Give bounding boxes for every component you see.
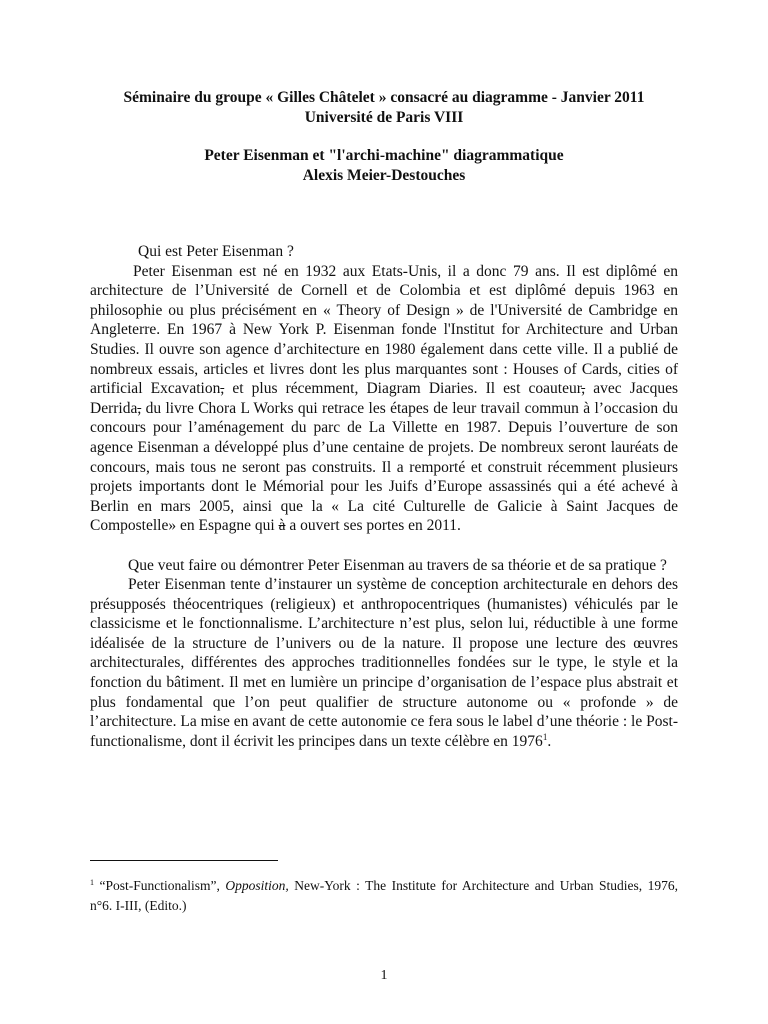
footnote-marker: 1 — [90, 878, 94, 887]
author-name: Alexis Meier-Destouches — [302, 166, 466, 184]
university-name: Université de Paris VIII — [304, 108, 464, 126]
footnote: $^1$ “Post-Functionalism”, Opposition, New-York : The Institute for Architecture and Urban Studies, 1976, n°6. I-III, (Edito.) — [90, 878, 678, 913]
page-number: 1 — [380, 968, 388, 983]
document-header — [80, 88, 688, 185]
paragraph-2: Peter Eisenman tente d’instaurer un système de conception architecturale en dehors des présupposés théocentriques (religieux) et anthropocentriques (humanistes) véhiculés par le classicisme et le fonctionnalisme. L’architecture n’est plus, selon lui, réductible à une forme idéalisée de la structure de l’univers ou de la nature. Il propose une lecture des œuvres architecturales, différentes des approches traditionnelles fondées sur le type, le style et la fonction du bâtiment. Il met en lumière un principe d’organisation de l’espace plus abstrait et plus fondamental que l’on peut qualifier de structure autonome ou « profonde » de l’architecture. La mise en avant de cette autonomie ce fera sous le label d’une théorie : le Post-functionalisme, dont il écrivit les principes dans un texte célèbre en 1976$^1$. — [90, 576, 678, 750]
paragraph-1: Peter Eisenman est né en 1932 aux Etats-Unis, il a donc 79 ans. Il est diplômé en architecture de l’Université de Cornell et de Colombia et est diplômé depuis 1963 en philosophie ou plus précisément en « Theory of Design » de l'Université de Cambridge en Angleterre. En 1967 à New York P. Eisenman fonde l'Institut for Architecture and Urban Studies. Il ouvre son agence d’architecture en 1980 également dans cette ville. Il a publié de nombreux essais, articles et livres dont les plus marquantes sont : Houses of Cards, cities of artificial Excavation, et plus récemment, Diagram Diaries. Il est coauteur, avec Jacques Derrida, du livre Chora L Works qui retrace les étapes de leur travail commun à l’occasion du concours pour l’aménagement du parc de La Villette en 1987. Depuis l’ouverture de son agence Eisenman a développé plus d’une centaine de projets. De nombreux seront lauréats de concours, mais tous ne seront pas construits. Il a remporté et construit récemment plusieurs projets importants dont le Mémorial pour les Juifs d’Europe assassinés qui a été achevé à Berlin en mars 2005, ainsi que la « La cité Culturelle de Galicie à Saint Jacques de Compostelle» en Espagne qui à a ouvert ses portes en 2011. — [90, 262, 678, 535]
body-text — [90, 242, 678, 751]
footnote-reference[interactable]: 1 — [542, 731, 548, 742]
footnote-divider — [90, 860, 278, 861]
paper-title: Peter Eisenman et "l'archi-machine" diagrammatique — [204, 147, 564, 164]
question-2: Que veut faire ou démontrer Peter Eisenman au travers de sa théorie et de sa pratique ? — [128, 556, 667, 574]
question-1: Qui est Peter Eisenman ? — [138, 243, 294, 260]
seminar-title: Séminaire du groupe « Gilles Châtelet » consacré au diagramme - Janvier 2011 — [123, 89, 645, 106]
